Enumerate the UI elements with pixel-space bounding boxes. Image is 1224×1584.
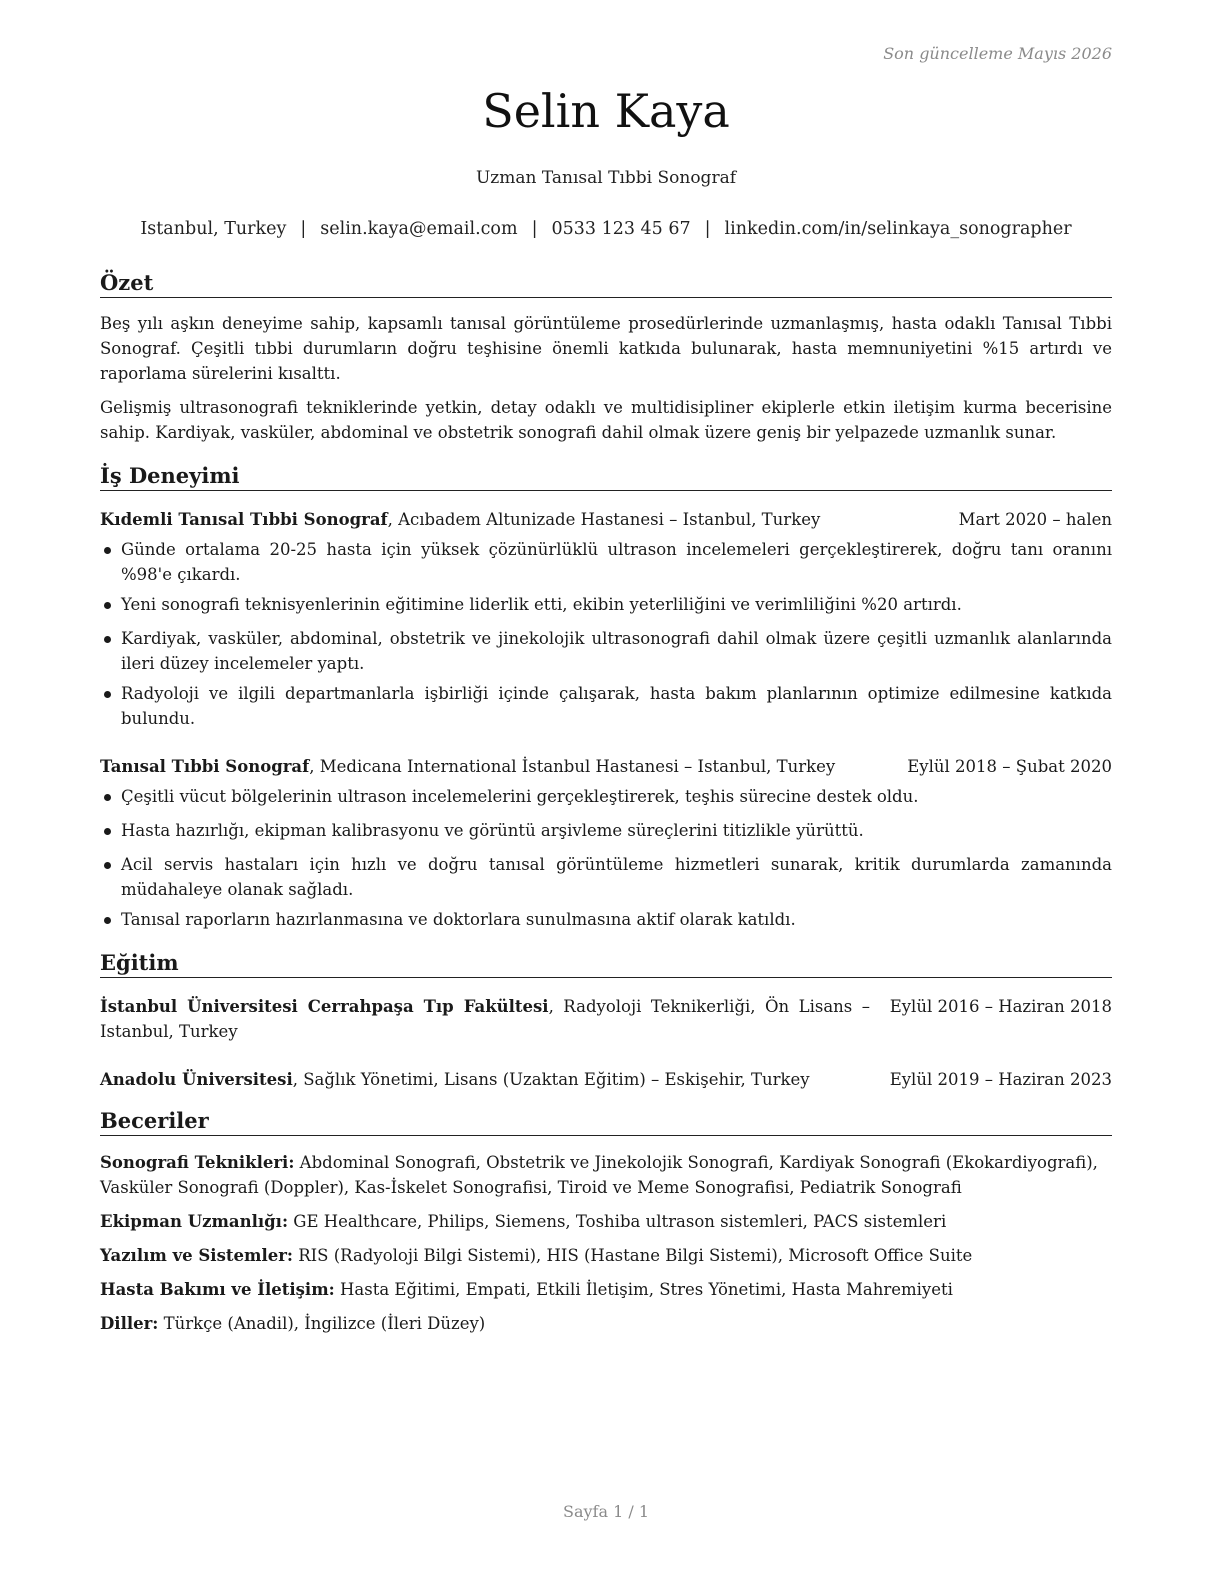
education-section	[100, 950, 1112, 1092]
skill-value: RIS (Radyoloji Bilgi Sistemi), HIS (Hastane Bilgi Sistemi), Microsoft Office Suite	[293, 1246, 973, 1265]
contact-line	[40, 219, 1172, 239]
job-header	[100, 507, 1112, 532]
education-entry	[100, 1067, 1112, 1092]
job-bullets	[100, 537, 1112, 731]
experience-section	[100, 463, 1112, 932]
skill-label: Yazılım ve Sistemler:	[100, 1246, 293, 1265]
contact-separator: |	[300, 219, 307, 239]
job-role: Kıdemli Tanısal Tıbbi Sonograf	[100, 510, 388, 529]
job-bullet: Radyoloji ve ilgili departmanlarla işbirliği içinde çalışarak, hasta bakım planlarının optimize edilmesine katkıda bulundu.	[100, 681, 1112, 731]
summary-title: Özet	[100, 270, 1112, 298]
page-number: Sayfa 1 / 1	[562, 1502, 649, 1521]
skill-value: Abdominal Sonografi, Obstetrik ve Jinekolojik Sonografi, Kardiyak Sonografi (Ekokardiyografi), Vasküler Sonografi (Doppler), Kas-İskelet Sonografisi, Tiroid ve Meme Sonografisi, Pediatrik Sonografi	[100, 1153, 1098, 1197]
job-org: , Acıbadem Altunizade Hastanesi – Istanbul, Turkey	[387, 510, 821, 529]
headline: Uzman Tanısal Tıbbi Sonograf	[475, 168, 736, 188]
skill-label: Diller:	[100, 1314, 159, 1333]
job-bullet: Günde ortalama 20-25 hasta için yüksek çözünürlüklü ultrason incelemeleri gerçekleştirerek, doğru tanı oranını %98'e çıkardı.	[100, 537, 1112, 587]
contact-separator: |	[531, 219, 538, 239]
skill-label: Sonografi Teknikleri:	[100, 1153, 295, 1172]
job-dates: Eylül 2018 – Şubat 2020	[907, 757, 1112, 776]
skill-value: Hasta Eğitimi, Empati, Etkili İletişim, Stres Yönetimi, Hasta Mahremiyeti	[334, 1280, 953, 1299]
job-org: , Medicana International İstanbul Hastanesi – Istanbul, Turkey	[309, 757, 836, 776]
skills-section	[100, 1108, 1112, 1336]
job-bullet: Hasta hazırlığı, ekipman kalibrasyonu ve görüntü arşivleme süreçlerini titizlikle yürüttü.	[100, 818, 1112, 843]
education-entry	[100, 994, 1112, 1044]
skills-title: Beceriler	[100, 1108, 1112, 1136]
summary-section	[100, 270, 1112, 445]
summary-paragraph: Beş yılı aşkın deneyime sahip, kapsamlı tanısal görüntüleme prosedürlerinde uzmanlaşmış, hasta odaklı Tanısal Tıbbi Sonograf. Çeşitli tıbbi durumların doğru teşhisine önemli katkıda bulunarak, hasta memnuniyetini %15 artırdı ve raporlama sürelerini kısalttı.	[100, 314, 1112, 383]
skill-value: GE Healthcare, Philips, Siemens, Toshiba ultrason sistemleri, PACS sistemleri	[288, 1212, 947, 1231]
skill-row	[100, 1243, 1112, 1268]
education-school: Anadolu Üniversitesi	[100, 1070, 293, 1089]
skill-label: Ekipman Uzmanlığı:	[100, 1212, 289, 1231]
skill-label: Hasta Bakımı ve İletişim:	[100, 1280, 335, 1299]
education-detail: , Radyoloji Teknikerliği, Ön Lisans – Istanbul, Turkey	[100, 997, 870, 1041]
education-title: Eğitim	[100, 950, 1112, 978]
education-detail: , Sağlık Yönetimi, Lisans (Uzaktan Eğitim) – Eskişehir, Turkey	[292, 1070, 810, 1089]
education-school: İstanbul Üniversitesi Cerrahpaşa Tıp Fakültesi	[100, 997, 549, 1016]
resume-page	[100, 0, 1112, 1584]
contact-linkedin[interactable]: linkedin.com/in/selinkaya_sonographer	[724, 219, 1072, 239]
contact-location: Istanbul, Turkey	[140, 219, 287, 239]
skill-row	[100, 1277, 1112, 1302]
experience-title: İş Deneyimi	[100, 463, 1112, 491]
skill-value: Türkçe (Anadil), İngilizce (İleri Düzey)	[158, 1314, 486, 1333]
candidate-name: Selin Kaya	[482, 84, 730, 138]
job-header	[100, 754, 1112, 779]
job-role: Tanısal Tıbbi Sonograf	[100, 757, 310, 776]
job-bullet: Kardiyak, vasküler, abdominal, obstetrik ve jinekolojik ultrasonografi dahil olmak üzere çeşitli uzmanlık alanlarında ileri düzey incelemeler yaptı.	[100, 626, 1112, 676]
skill-row	[100, 1209, 1112, 1234]
contact-email[interactable]: selin.kaya@email.com	[320, 219, 518, 239]
job-bullets	[100, 784, 1112, 932]
job-bullet: Tanısal raporların hazırlanmasına ve doktorlara sunulmasına aktif olarak katıldı.	[100, 907, 1112, 932]
last-updated: Son güncelleme Mayıs 2026	[883, 44, 1112, 63]
contact-phone[interactable]: 0533 123 45 67	[551, 219, 691, 239]
skill-row	[100, 1150, 1112, 1200]
education-dates: Eylül 2019 – Haziran 2023	[889, 1070, 1112, 1089]
job-bullet: Çeşitli vücut bölgelerinin ultrason incelemelerini gerçekleştirerek, teşhis sürecine destek oldu.	[100, 784, 1112, 809]
job-bullet: Yeni sonografi teknisyenlerinin eğitimine liderlik etti, ekibin yeterliliğini ve verimliliğini %20 artırdı.	[100, 592, 1112, 617]
skill-row	[100, 1311, 1112, 1336]
contact-separator: |	[704, 219, 711, 239]
job-bullet: Acil servis hastaları için hızlı ve doğru tanısal görüntüleme hizmetleri sunarak, kritik durumlarda zamanında müdahaleye olanak sağladı.	[100, 852, 1112, 902]
education-dates: Eylül 2016 – Haziran 2018	[886, 994, 1112, 1019]
job-entry	[100, 754, 1112, 932]
summary-paragraph: Gelişmiş ultrasonografi tekniklerinde yetkin, detay odaklı ve multidisipliner ekiplerle etkin iletişim kurma becerisine sahip. Kardiyak, vasküler, abdominal ve obstetrik sonografi dahil olmak üzere geniş bir yelpazede uzmanlık sunar.	[100, 398, 1112, 442]
job-entry	[100, 507, 1112, 731]
job-dates: Mart 2020 – halen	[958, 510, 1112, 529]
